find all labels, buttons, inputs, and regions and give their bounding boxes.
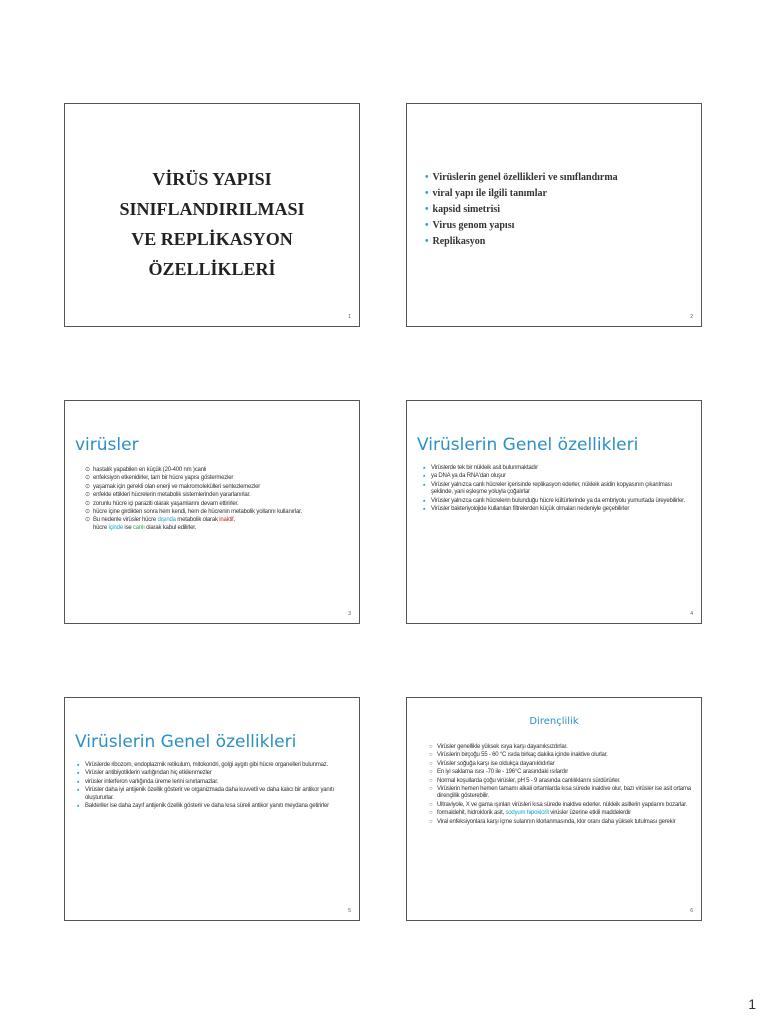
slide-5	[64, 697, 360, 921]
list-item: ○ Virüslerin birçoğu 55 - 60 °C ısıda birkaç dakika içinde inaktive olurlar.	[429, 752, 691, 759]
list-item: ⊙ enfekte ettikleri hücrelerin metabolik sistemlerinden yararlanırlar.	[85, 492, 335, 499]
list-item: ▪ Virüsler yalnızca canlı hücreler içerisinde replikasyon ederler, nükleik asidin kopyasının çıkarılması şeklinde, yani eşleşme yoluyla çoğalırlar	[423, 482, 693, 497]
list-item: ▪ Bakteriler ise daha zayıf antijenik özellik gösterir ve daha kısa süreli antikor yanıtı meydana getirirler	[77, 803, 349, 810]
list-item: • viral yapı ile ilgili tanımlar	[425, 186, 618, 202]
list-item: ▪ Virüsler yalnızca canlı hücrelerin bulunduğu hücre kültürlerinde ya da embriyolu yumurtada üreyebilirler.	[423, 498, 693, 505]
list-item: ▪ Virüslerde ribozom, endoplazmik retikulum, mitokondri, golgi aygıtı gibi hücre organelleri bulunmaz.	[77, 762, 349, 769]
list-item: • Virus genom yapısı	[425, 218, 618, 234]
slide-number: 3	[348, 611, 351, 617]
bullet-list	[425, 170, 618, 250]
list-item: ○ Viral enfeksiyonlara karşı içme sularının klorlanmasında, klor oranı daha yüksek tutulması gerekir	[429, 819, 691, 826]
bullet-list	[85, 467, 335, 533]
list-item: ▪ virüsler interferon varlığında üreme lerini sınırlamazlar.	[77, 779, 349, 786]
slide-title: virüsler	[75, 435, 139, 455]
slide-4	[406, 400, 702, 624]
slide-6	[406, 697, 702, 921]
slide-number: 5	[348, 908, 351, 914]
list-item: ⊙ hücre içine girdikten sonra hem kendi, hem de hücrenin metabolik yollarını kullanırlar.	[85, 509, 335, 516]
list-item: ○ Normal koşullarda çoğu virüsler, pH 5 - 9 arasında canlılıklarını sürdürürler.	[429, 778, 691, 785]
bullet-list	[423, 465, 693, 514]
list-item: ⊙ zorunlu hücre içi paraziti olarak yaşamlarını devam ettirirler.	[85, 501, 335, 508]
list-item: ▪ Virüsler bakteriyolojide kullanılan filtrelerden küçük olmaları nedeniyle geçebilirler	[423, 506, 693, 513]
list-item: ⊙ enfeksiyon etkenidirler, tam bir hücre yapısı göstermezler	[85, 475, 335, 482]
list-item: ▪ ya DNA ya da RNA'dan oluşur	[423, 473, 693, 480]
slide-title: Virüslerin Genel özellikleri	[75, 732, 297, 752]
list-item: ○ formaldehit, hidroklorik asit, sodyum hipoklorit virüsler üzerine etkili maddelerdir	[429, 810, 691, 817]
page-number: 1	[748, 996, 756, 1012]
slide-3	[64, 400, 360, 624]
slide-number: 6	[690, 908, 693, 914]
slide-1	[64, 103, 360, 327]
list-item: ○ En iyi saklama ısısı -70 ile - 196°C arasındaki ısılardır	[429, 769, 691, 776]
list-item: ○ Virüslerin hemen hemen tamamı alkali ortamlarda kısa sürede inaktive olur, bazı virüsler ise asit ortama dirençlilik gösterebilir.	[429, 786, 691, 801]
slide-title: VİRÜS YAPISI SINIFLANDIRILMASI VE REPLİKASYON ÖZELLİKLERİ	[119, 169, 305, 279]
list-item: ⊙ Bu nedenle virüsler hücre dışında metabolik olarak inaktif, hücre içinde ise canlı olarak kabul edilirler.	[85, 517, 335, 532]
bullet-list	[77, 762, 349, 811]
slide-title: Virüslerin Genel özellikleri	[417, 435, 639, 455]
slide-number: 1	[348, 314, 351, 320]
slide-title: Dirençlilik	[529, 716, 579, 727]
list-item: ○ Virüsler genellikle yüksek ısıya karşı dayanıksızdırlar.	[429, 744, 691, 751]
slide-2	[406, 103, 702, 327]
list-item: ▪ Virüslerde tek bir nükleik asit bulunmaktadır	[423, 465, 693, 472]
slide-number: 4	[690, 611, 693, 617]
list-item: ○ Ultraviyole, X ve gama ışınları virüsleri kısa sürede inaktive ederler. nükleik asitlerin yapılarını bozarlar.	[429, 802, 691, 809]
list-item: • kapsid simetrisi	[425, 202, 618, 218]
list-item: ▪ Virüsler daha iyi antijenik özellik gösterir ve organizmada daha kuvvetli ve daha kalıcı bir antikor yanıtı oluştururlar.	[77, 787, 349, 802]
list-item: ○ Virüsler soğuğa karşı ise oldukça dayanıklıdırlar	[429, 761, 691, 768]
list-item: ⊙ yaşamak için gerekli olan enerji ve makromolekülleri sentezlemezler	[85, 484, 335, 491]
list-item: ⊙ hastalık yapabilen en küçük (20-400 nm )canlı	[85, 467, 335, 474]
list-item: • Virüslerin genel özellikleri ve sınıflandırma	[425, 170, 618, 186]
slide-number: 2	[690, 314, 693, 320]
list-item: ▪ Virüsler antibiyotiklerin varlığından hiç etkilenmezler	[77, 770, 349, 777]
bullet-list	[429, 744, 691, 827]
list-item: • Replikasyon	[425, 234, 618, 250]
